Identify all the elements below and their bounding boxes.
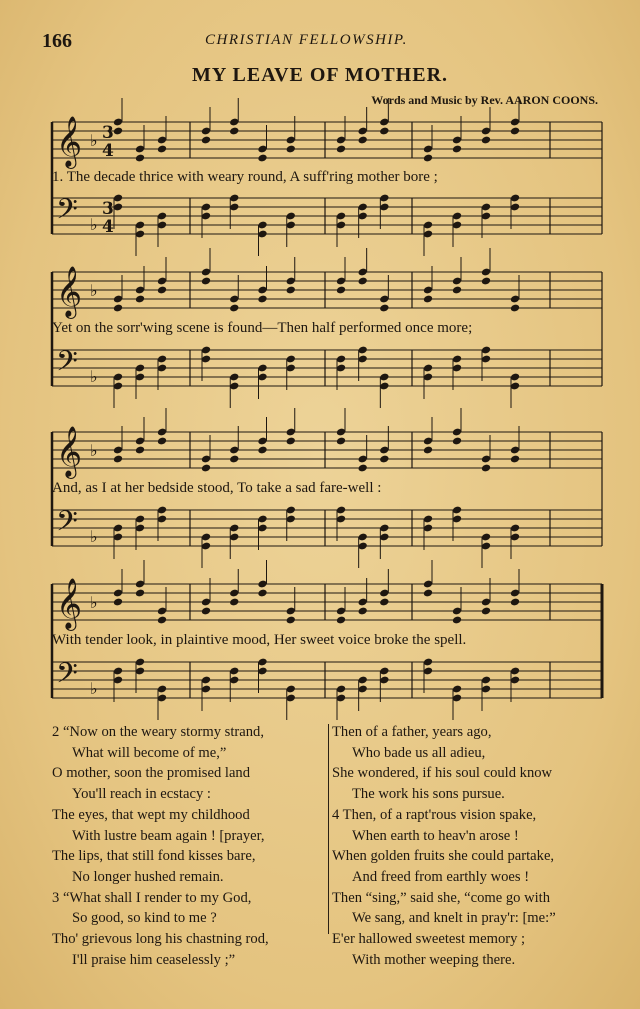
time-signature-digit: 4: [102, 217, 114, 237]
note-head: [452, 437, 462, 446]
note-head: [113, 127, 123, 136]
note-head: [157, 145, 167, 154]
hymn-title: MY LEAVE OF MOTHER.: [191, 64, 449, 86]
note-head: [135, 154, 145, 163]
treble-clef: 𝄞: [56, 116, 83, 167]
note-head: [358, 136, 368, 145]
note-head: [201, 136, 211, 145]
verse-line: Who bade us all adieu,: [352, 744, 486, 761]
note-head: [201, 277, 211, 286]
note-head: [229, 455, 239, 464]
note-head: [452, 286, 462, 295]
treble-clef: 𝄞: [56, 266, 83, 317]
note-head: [358, 607, 368, 616]
note-head: [481, 277, 491, 286]
note-head: [510, 304, 520, 313]
page-number: 166: [42, 30, 72, 52]
note-head: [336, 286, 346, 295]
verse-line: With lustre beam again ! [prayer,: [72, 827, 265, 844]
note-head: [336, 437, 346, 446]
verse-line: 4 Then, of a rapt'rous vision spake,: [332, 806, 537, 823]
hymn-attribution: Words and Music by Rev. AARON COONS.: [371, 93, 598, 107]
verses-right-column: [332, 722, 556, 970]
note-head: [229, 127, 239, 136]
note-head: [379, 455, 389, 464]
column-divider: [328, 724, 329, 934]
note-head: [510, 455, 520, 464]
verse-line: 3 “What shall I render to my God,: [52, 889, 252, 906]
bass-clef: 𝄢: [56, 505, 78, 545]
verse-line: With mother weeping there.: [352, 951, 516, 968]
note-head: [481, 607, 491, 616]
flat-sign: ♭: [90, 527, 98, 546]
bass-clef: 𝄢: [56, 345, 78, 385]
verse-line: You'll reach in ecstacy :: [72, 786, 211, 803]
lyric-line-2: Yet on the sorr'wing scene is found—Then half performed once more;: [52, 320, 473, 336]
note-head: [135, 446, 145, 455]
bass-clef: 𝄢: [56, 657, 78, 697]
flat-sign: ♭: [90, 679, 98, 698]
verse-line: And freed from earthly woes !: [352, 868, 530, 885]
note-head: [379, 127, 389, 136]
note-head: [336, 145, 346, 154]
note-head: [113, 455, 123, 464]
time-signature-digit: 4: [102, 141, 114, 161]
note-head: [135, 295, 145, 304]
verse-line: She wondered, if his soul could know: [332, 765, 553, 782]
verse-line: Then “sing,” said she, “come go with: [332, 889, 551, 906]
lyric-line-3: And, as I at her bedside stood, To take a sad fare-well :: [52, 480, 382, 496]
verse-line: When earth to heav'n arose !: [352, 827, 519, 844]
note-head: [452, 145, 462, 154]
note-head: [157, 616, 167, 625]
note-head: [286, 145, 296, 154]
bass-clef: 𝄢: [56, 193, 78, 233]
note-head: [201, 607, 211, 616]
verse-line: Tho' grievous long his chastning rod,: [52, 931, 269, 948]
flat-sign: ♭: [90, 131, 98, 150]
note-head: [423, 295, 433, 304]
note-head: [481, 136, 491, 145]
lyric-line-1: 1. The decade thrice with weary round, A suff'ring mother bore ;: [52, 169, 438, 185]
flat-sign: ♭: [90, 441, 98, 460]
verse-line: 2 “Now on the weary stormy strand,: [52, 724, 264, 740]
note-head: [157, 437, 167, 446]
note-head: [358, 464, 368, 473]
flat-sign: ♭: [90, 593, 98, 612]
verse-line: No longer hushed remain.: [72, 868, 224, 885]
note-head: [113, 304, 123, 313]
note-head: [257, 589, 267, 598]
lyric-line-4: With tender look, in plaintive mood, Her sweet voice broke the spell.: [52, 632, 467, 648]
note-head: [229, 304, 239, 313]
flat-sign: ♭: [90, 281, 98, 300]
treble-clef: 𝄞: [56, 578, 83, 629]
verse-line: E'er hallowed sweetest memory ;: [332, 931, 526, 948]
note-head: [358, 277, 368, 286]
verse-line: We sang, and knelt in pray'r: [me:”: [352, 910, 556, 927]
note-head: [510, 127, 520, 136]
note-head: [157, 286, 167, 295]
note-head: [452, 616, 462, 625]
note-head: [423, 154, 433, 163]
flat-sign: ♭: [90, 367, 98, 386]
flat-sign: ♭: [90, 215, 98, 234]
note-head: [379, 598, 389, 607]
note-head: [257, 154, 267, 163]
verse-line: I'll praise him ceaselessly ;”: [72, 951, 236, 968]
time-signature-digit: 3: [102, 123, 114, 143]
verse-line: The work his sons pursue.: [352, 786, 505, 803]
verses-left-column: [52, 722, 269, 970]
note-head: [481, 464, 491, 473]
note-head: [379, 304, 389, 313]
note-head: [423, 446, 433, 455]
note-head: [286, 286, 296, 295]
treble-clef: 𝄞: [56, 426, 83, 477]
verse-line: So good, so kind to me ?: [72, 910, 217, 927]
verse-line: Then of a father, years ago,: [332, 724, 492, 740]
verse-line: When golden fruits she could partake,: [332, 848, 555, 865]
verse-line: The eyes, that wept my childhood: [52, 806, 250, 823]
note-head: [257, 446, 267, 455]
verse-line: O mother, soon the promised land: [52, 765, 251, 782]
note-head: [229, 598, 239, 607]
note-head: [257, 295, 267, 304]
running-head: CHRISTIAN FELLOWSHIP.: [205, 32, 408, 48]
verse-line: The lips, that still fond kisses bare,: [52, 848, 256, 865]
note-head: [423, 589, 433, 598]
time-signature-digit: 3: [102, 199, 114, 219]
note-head: [113, 598, 123, 607]
note-head: [286, 616, 296, 625]
note-head: [201, 464, 211, 473]
note-head: [286, 437, 296, 446]
note-head: [510, 598, 520, 607]
note-head: [135, 589, 145, 598]
verse-line: What will become of me,”: [72, 744, 227, 761]
note-head: [336, 616, 346, 625]
